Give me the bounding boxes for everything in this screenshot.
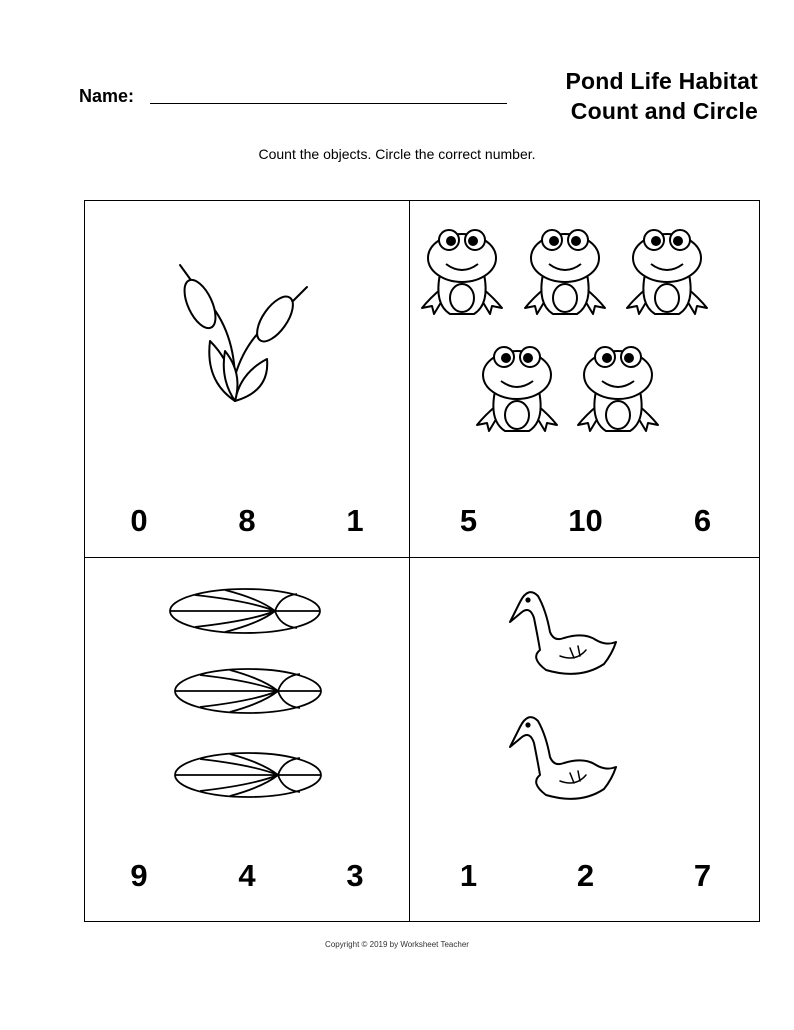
choice-cattail-2[interactable]: 8 <box>238 503 256 538</box>
choice-frogs-3[interactable]: 6 <box>693 503 712 538</box>
frog-icon-1 <box>422 230 502 314</box>
choice-swans-3[interactable]: 7 <box>693 858 712 893</box>
lily-pad-icon-3 <box>175 753 321 797</box>
instructions: Count the objects. Circle the correct number. <box>258 146 536 162</box>
title-line-1: Pond Life Habitat <box>565 68 758 94</box>
choice-lily-pads-1[interactable]: 9 <box>130 858 148 893</box>
cell-cattail <box>85 201 409 557</box>
lily-pad-icon-1 <box>170 589 320 633</box>
name-line[interactable] <box>150 103 507 104</box>
frog-icon-2 <box>525 230 605 314</box>
frog-icon-3 <box>627 230 707 314</box>
copyright: Copyright © 2019 by Worksheet Teacher <box>325 940 469 949</box>
cell-frogs <box>410 201 761 557</box>
choice-swans-1[interactable]: 1 <box>459 858 478 893</box>
choice-swans-2[interactable]: 2 <box>576 858 595 893</box>
frog-icon-5 <box>578 347 658 431</box>
name-label: Name: <box>79 86 135 106</box>
choice-lily-pads-3[interactable]: 3 <box>346 858 364 893</box>
title-line-2: Count and Circle <box>570 98 758 124</box>
choice-cattail-3[interactable]: 1 <box>346 503 364 538</box>
lily-pad-icon-2 <box>175 669 321 713</box>
counting-grid <box>84 200 760 922</box>
choice-frogs-1[interactable]: 5 <box>459 503 478 538</box>
choice-frogs-2[interactable]: 10 <box>568 503 603 538</box>
worksheet-title <box>565 66 758 126</box>
cell-swans <box>410 558 761 921</box>
frog-icon-4 <box>477 347 557 431</box>
swan-icon-2 <box>510 717 616 799</box>
cell-lily-pads <box>85 558 409 921</box>
choice-lily-pads-2[interactable]: 4 <box>238 858 256 893</box>
choice-cattail-1[interactable]: 0 <box>130 503 148 538</box>
swan-icon-1 <box>510 592 616 674</box>
